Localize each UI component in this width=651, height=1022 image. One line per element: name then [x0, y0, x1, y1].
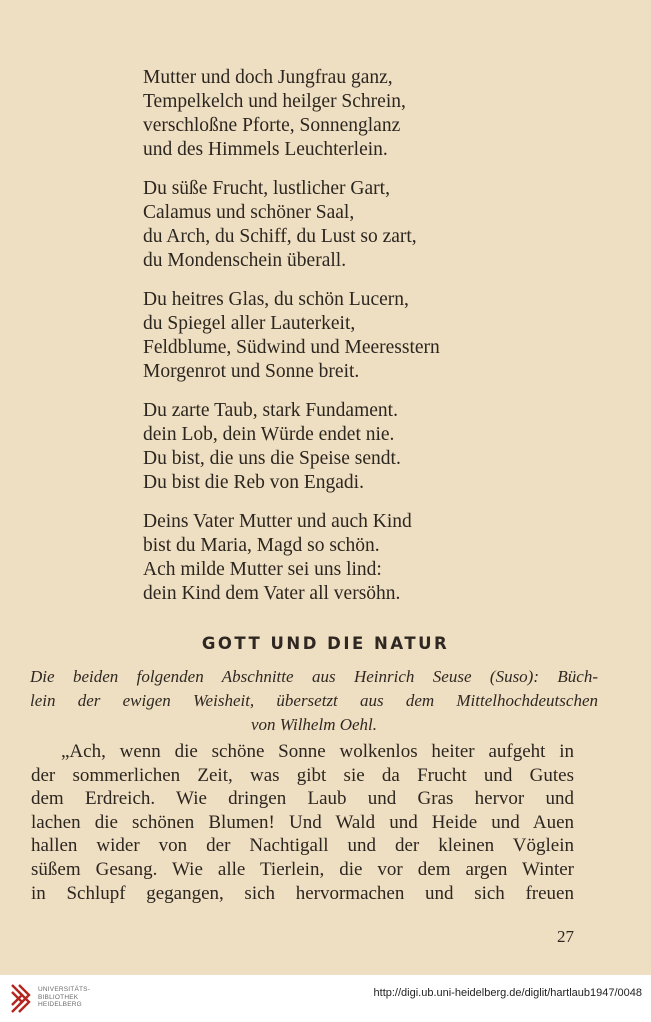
poem-stanza [143, 510, 583, 606]
library-name-line: UNIVERSITÄTS- [38, 986, 91, 993]
footer-bar [0, 975, 651, 1022]
body-paragraph [31, 740, 574, 905]
poem-line: Deins Vater Mutter und auch Kind [143, 511, 412, 532]
source-url-link[interactable]: http://digi.ub.uni-heidelberg.de/diglit/hartlaub1947/0048 [373, 987, 642, 999]
body-line: lachen die schönen Blumen! Und Wald und Heide und Auen [31, 811, 574, 833]
poem-line: Du zarte Taub, stark Fundament. [143, 400, 398, 421]
poem-line: Du heitres Glas, du schön Lucern, [143, 289, 409, 310]
library-name-line: BIBLIOTHEK [38, 993, 79, 1001]
poem-line: du Arch, du Schiff, du Lust so zart, [143, 226, 417, 247]
body-line: hallen wider von der Nachtigall und der kleinen Vöglein [31, 835, 574, 857]
poem-line: Du süße Frucht, lustlicher Gart, [143, 178, 390, 199]
poem-line: dein Lob, dein Würde endet nie. [143, 424, 395, 445]
poem-stanza [143, 66, 583, 162]
poem-line: und des Himmels Leuchterlein. [143, 139, 388, 160]
body-line: der sommerlichen Zeit, was gibt sie da Frucht und Gutes [31, 764, 574, 786]
section-heading: GOTT UND DIE NATUR [201, 634, 450, 653]
poem-line: verschloßne Pforte, Sonnenglanz [143, 115, 401, 136]
poem-stanza [143, 399, 583, 495]
library-logo-icon [9, 982, 35, 1015]
poem-line: Du bist die Reb von Engadi. [143, 472, 364, 493]
library-name [38, 986, 90, 1009]
body-line: dem Erdreich. Wie dringen Laub und Gras hervor und [31, 788, 574, 810]
library-name-line: HEIDELBERG [38, 1001, 82, 1008]
poem-line: du Mondenschein überall. [143, 250, 347, 271]
section-intro [30, 665, 598, 737]
poem [143, 66, 583, 621]
poem-line: Feldblume, Südwind und Meeresstern [143, 337, 440, 358]
intro-line: von Wilhelm Oehl. [250, 715, 378, 734]
poem-line: dein Kind dem Vater all versöhn. [143, 583, 401, 604]
poem-stanza [143, 288, 583, 384]
poem-line: Calamus und schöner Saal, [143, 202, 355, 223]
poem-line: Mutter und doch Jungfrau ganz, [143, 67, 393, 88]
poem-line: du Spiegel aller Lauterkeit, [143, 313, 356, 334]
poem-line: Ach milde Mutter sei uns lind: [143, 559, 382, 580]
poem-line: bist du Maria, Magd so schön. [143, 535, 380, 556]
body-line: „Ach, wenn die schöne Sonne wolkenlos heiter aufgeht in [61, 741, 574, 762]
page-number: 27 [557, 927, 574, 946]
intro-line: Die beiden folgenden Abschnitte aus Heinrich Seuse (Suso): Büch- [30, 667, 598, 686]
poem-line: Du bist, die uns die Speise sendt. [143, 448, 401, 469]
body-line: in Schlupf gegangen, sich hervormachen und sich freuen [31, 882, 574, 904]
intro-line: lein der ewigen Weisheit, übersetzt aus dem Mittelhochdeutschen [30, 691, 598, 710]
poem-line: Tempelkelch und heilger Schrein, [143, 91, 406, 112]
poem-line: Morgenrot und Sonne breit. [143, 361, 360, 382]
body-line: süßem Gesang. Wie alle Tierlein, die vor dem argen Winter [31, 858, 574, 880]
poem-stanza [143, 177, 583, 273]
